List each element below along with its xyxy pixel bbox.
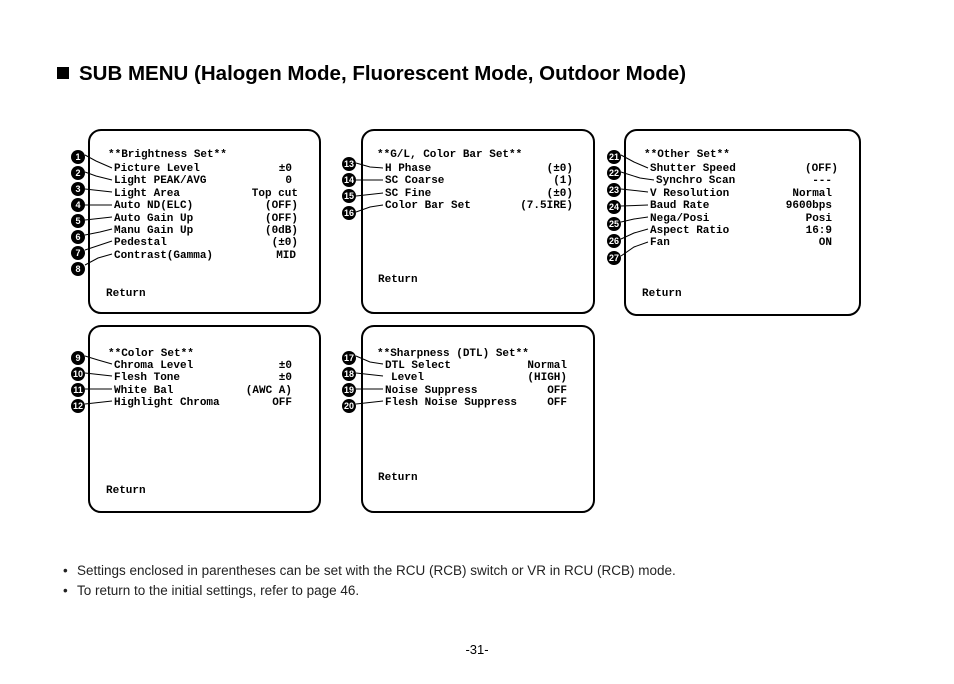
callout-number-icon: 8 — [71, 262, 85, 276]
menu-row — [650, 225, 832, 237]
row-value: (HIGH) — [527, 372, 567, 385]
row-label: SC Coarse — [385, 175, 445, 188]
panel-header: **Color Set** — [108, 348, 194, 360]
menu-row — [114, 360, 292, 372]
row-value: ±0 — [278, 163, 292, 175]
row-value: (±0) — [546, 163, 573, 175]
row-label: Chroma Level — [114, 360, 194, 372]
row-value: --- — [812, 175, 832, 188]
callout-number-icon: 17 — [343, 353, 354, 363]
callout-number-icon: 16 — [343, 208, 354, 218]
other-set-panel — [624, 129, 861, 316]
row-value: 9600bps — [785, 200, 832, 213]
note-item: • Settings enclosed in parentheses can be set with the RCU (RCB) switch or VR in RCU (RCB) mode. — [63, 561, 676, 581]
return-item[interactable]: Return — [642, 288, 682, 300]
menu-row — [650, 163, 838, 175]
callout-number-icon: 21 — [608, 152, 619, 162]
row-value: (0dB) — [264, 224, 298, 237]
menu-row — [114, 188, 298, 200]
panel-rows — [385, 360, 567, 410]
row-label: Baud Rate — [650, 200, 710, 213]
row-label: Noise Suppress — [385, 384, 478, 397]
panel-rows — [385, 163, 573, 213]
row-label: Auto ND(ELC) — [114, 200, 194, 213]
row-label: DTL Select — [385, 360, 452, 372]
callout-number-icon: 18 — [343, 369, 354, 379]
menu-row — [114, 385, 292, 397]
panel-rows — [114, 360, 292, 410]
page-title-text: SUB MENU (Halogen Mode, Fluorescent Mode, Outdoor Mode) — [79, 62, 687, 85]
menu-row — [114, 175, 298, 187]
callout-number-icon: 15 — [343, 191, 354, 201]
menu-row — [650, 175, 832, 187]
row-value: 16:9 — [805, 224, 832, 237]
panel-rows — [650, 163, 838, 250]
sharpness-set-panel — [361, 325, 595, 513]
row-value: (OFF) — [804, 163, 838, 175]
panel-header: **Brightness Set** — [108, 149, 227, 161]
callout-number-icon: 19 — [343, 385, 354, 395]
return-item[interactable]: Return — [378, 274, 418, 286]
row-label: Flesh Tone — [114, 372, 181, 385]
callout-number-icon: 5 — [71, 214, 85, 228]
row-value: (±0) — [546, 187, 573, 200]
callout-number-icon: 2 — [71, 166, 85, 180]
panel-header: **G/L, Color Bar Set** — [377, 149, 523, 161]
row-label: Manu Gain Up — [114, 224, 194, 237]
callout-number-icon: 6 — [71, 230, 85, 244]
row-value: OFF — [547, 384, 567, 397]
panel-rows — [114, 163, 298, 262]
callout-number-icon: 27 — [608, 253, 619, 263]
row-value: MID — [276, 249, 296, 262]
row-label: Pedestal — [114, 237, 167, 250]
row-label: Flesh Noise Suppress — [385, 397, 518, 410]
note-item: • To return to the initial settings, refer to page 46. — [63, 581, 676, 601]
row-value: Normal — [792, 187, 832, 200]
row-label: Highlight Chroma — [114, 397, 220, 410]
return-item[interactable]: Return — [106, 288, 146, 300]
row-label: Auto Gain Up — [114, 212, 194, 225]
menu-row — [114, 237, 298, 249]
row-value: OFF — [547, 397, 567, 410]
row-label: Fan — [650, 237, 670, 250]
brightness-set-panel — [88, 129, 321, 314]
row-label: Contrast(Gamma) — [114, 249, 214, 262]
notes-list — [63, 561, 676, 601]
row-value: ±0 — [278, 360, 292, 372]
row-value: (OFF) — [264, 200, 298, 213]
row-value: 0 — [285, 175, 292, 188]
callout-number-icon: 12 — [72, 401, 83, 411]
menu-row — [650, 237, 832, 249]
page-title — [57, 62, 686, 86]
callout-number-icon: 26 — [608, 236, 619, 246]
row-label: Picture Level — [114, 163, 200, 175]
menu-row — [114, 163, 298, 175]
callout-number-icon: 23 — [608, 185, 619, 195]
callout-number-icon: 1 — [71, 150, 85, 164]
menu-row — [114, 250, 298, 262]
menu-row — [114, 200, 298, 212]
menu-row — [385, 188, 573, 200]
row-label: Aspect Ratio — [650, 224, 730, 237]
menu-row — [385, 372, 567, 384]
row-label: Nega/Posi — [650, 212, 710, 225]
callout-number-icon: 9 — [71, 351, 85, 365]
row-value: (±0) — [271, 237, 298, 250]
panel-header: **Other Set** — [644, 149, 730, 161]
row-value: ON — [818, 237, 832, 250]
row-value: OFF — [272, 397, 292, 410]
page-number: -31- — [465, 642, 489, 657]
menu-row — [385, 360, 567, 372]
menu-row — [385, 397, 567, 409]
row-label: Synchro Scan — [656, 175, 736, 188]
row-label: SC Fine — [385, 187, 432, 200]
callout-number-icon: 7 — [71, 246, 85, 260]
menu-row — [114, 397, 292, 409]
row-value: (AWC A) — [245, 384, 292, 397]
row-label: Color Bar Set — [385, 200, 471, 213]
panel-header: **Sharpness (DTL) Set** — [377, 348, 529, 360]
return-item[interactable]: Return — [378, 472, 418, 484]
row-label: Light PEAK/AVG — [114, 175, 207, 188]
menu-row — [385, 200, 573, 212]
row-value: ±0 — [278, 372, 292, 385]
row-label: White Bal — [114, 384, 174, 397]
callout-number-icon: 10 — [72, 369, 83, 379]
menu-row — [114, 225, 298, 237]
callout-number-icon: 20 — [343, 401, 354, 411]
row-value: Top cut — [251, 187, 298, 200]
callout-number-icon: 11 — [71, 383, 85, 397]
menu-row — [650, 200, 832, 212]
callout-number-icon: 14 — [343, 175, 354, 185]
callout-number-icon: 24 — [608, 202, 619, 212]
row-label: V Resolution — [650, 187, 730, 200]
row-label: H Phase — [385, 163, 432, 175]
callout-number-icon: 22 — [608, 168, 619, 178]
callout-number-icon: 4 — [71, 198, 85, 212]
callout-number-icon: 25 — [608, 219, 619, 229]
menu-row — [114, 372, 292, 384]
menu-row — [114, 213, 298, 225]
menu-row — [650, 213, 832, 225]
row-value: (OFF) — [264, 212, 298, 225]
row-label: Light Area — [114, 187, 181, 200]
callout-number-icon: 13 — [343, 159, 354, 169]
row-value: (1) — [553, 175, 573, 188]
gl-color-bar-set-panel — [361, 129, 595, 314]
callout-number-icon: 3 — [71, 182, 85, 196]
row-label: Shutter Speed — [650, 163, 736, 175]
row-value: Posi — [805, 212, 832, 225]
menu-row — [385, 163, 573, 175]
menu-row — [650, 188, 832, 200]
menu-row — [385, 175, 573, 187]
row-value: (7.5IRE) — [520, 200, 573, 213]
row-label: Level — [391, 372, 425, 385]
return-item[interactable]: Return — [106, 485, 146, 497]
square-bullet-icon — [57, 67, 69, 79]
row-value: Normal — [527, 360, 567, 372]
menu-row — [385, 385, 567, 397]
color-set-panel — [88, 325, 321, 513]
